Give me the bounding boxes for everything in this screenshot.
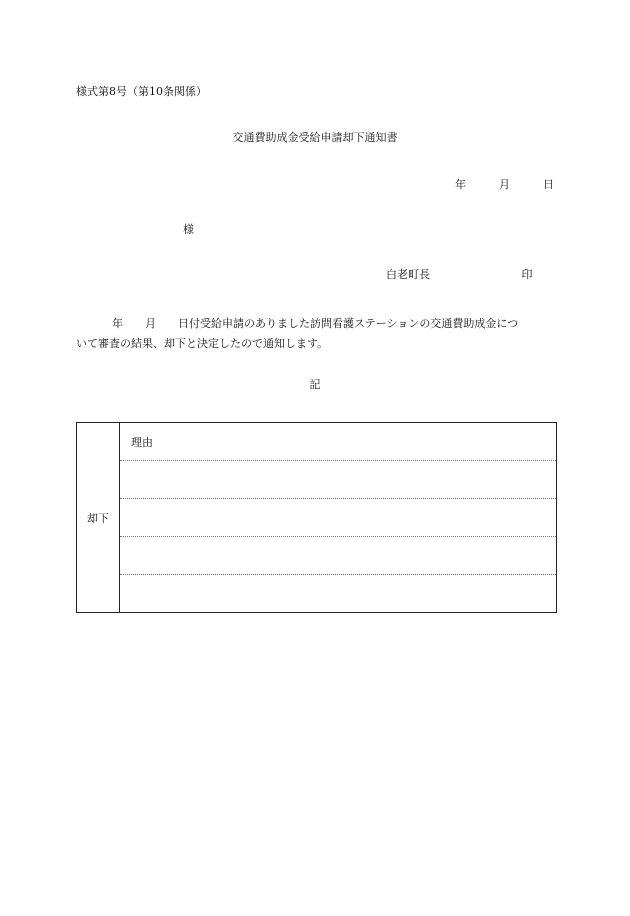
date-month: 月 — [499, 178, 510, 191]
date-day: 日 — [543, 178, 554, 191]
reason-label: 理由 — [131, 435, 153, 449]
body-line-1: 年 月 日付受給申請のありました訪問看護ステーションの交通費助成金につ — [112, 317, 519, 330]
body-line-2: いて審査の結果、却下と決定したので通知します。 — [76, 337, 329, 350]
reason-line[interactable] — [120, 575, 557, 613]
note-heading: 記 — [309, 378, 321, 391]
rejection-row-header: 却下 — [77, 423, 120, 613]
issuer-name: 白老町長 — [386, 268, 430, 281]
form-number: 様式第8号（第10条関係） — [76, 85, 207, 98]
date-line — [455, 178, 554, 192]
reason-line[interactable] — [120, 537, 557, 575]
reason-line[interactable] — [120, 499, 557, 537]
document-title: 交通費助成金受給申請却下通知書 — [232, 131, 398, 144]
addressee-suffix: 様 — [183, 223, 194, 236]
issuer-line — [386, 268, 533, 282]
rejection-table — [76, 422, 557, 613]
reason-label-cell — [120, 423, 557, 461]
body-text — [76, 314, 556, 354]
date-year: 年 — [455, 178, 466, 191]
seal-mark: 印 — [521, 268, 533, 281]
reason-line[interactable] — [120, 461, 557, 499]
